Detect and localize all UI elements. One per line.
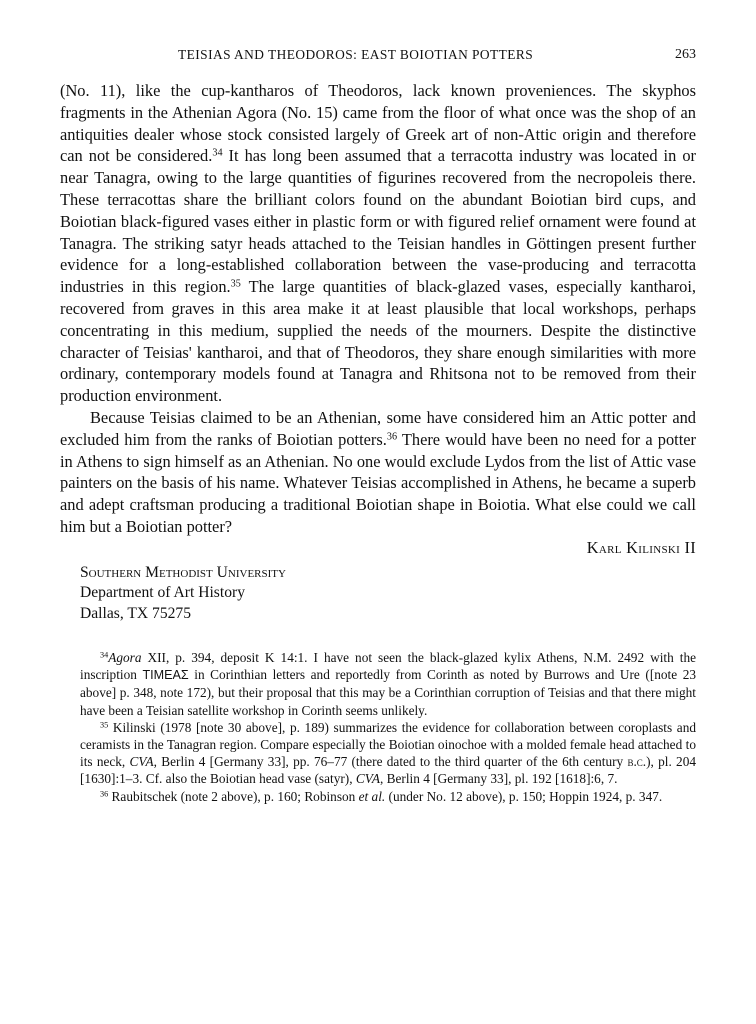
footnote-36-text-2: (under No. 12 above), p. 150; Hoppin 1924, p. 347. — [385, 788, 663, 804]
author-name: Karl Kilinski II — [586, 538, 696, 557]
footnote-34-text-2: in Corinthian letters and reportedly from Corinth as noted by Burrows and Ure ([note 23 above] p. 348, note 172), but their proposal that this may be a Corinthian corruption of Teisias and that there might have been a Teisian satellite workshop in Corinth seems unlikely. — [80, 667, 696, 718]
footnote-34-greek-inscription: ΤΙΜΕΑΣ — [142, 668, 189, 683]
paragraph-1 — [60, 80, 696, 407]
footnote-35-number: 35 — [100, 720, 109, 730]
footnote-36-number: 36 — [100, 789, 109, 799]
footnote-34-text-1: XII, p. 394, deposit K 14:1. I have not seen the black-glazed kylix Athens, N.M. 2492 with the inscription — [80, 650, 696, 683]
footnote-ref-36: 36 — [386, 431, 398, 443]
paragraph-2-text-1: Because Teisias claimed to be an Athenian, some have considered him an Attic potter and excluded him from the ranks of Boiotian potters. — [60, 407, 696, 449]
footnote-36 — [80, 788, 696, 805]
footnote-34-number: 34 — [100, 650, 109, 660]
footnote-35-text-4: , Berlin 4 [Germany 33], pl. 192 [1618]:6, 7. — [380, 771, 618, 787]
body-text — [60, 80, 696, 538]
footnotes — [80, 649, 696, 805]
footnote-36-text-1: Raubitschek (note 2 above), p. 160; Robinson — [108, 788, 359, 804]
paragraph-2 — [60, 407, 696, 538]
footnote-ref-35: 35 — [230, 278, 241, 290]
paragraph-1-text-1: (No. 11), like the cup-kantharos of Theodoros, lack known proveniences. The skyphos fragments in the Athenian Agora (No. 15) came from the floor of what once was the shop of an antiquities dealer whose stock consisted largely of Greek art of non-Attic origin and therefore can not be considered. — [60, 81, 696, 166]
paragraph-1-text-3: The large quantities of black-glazed vases, especially kantharoi, recovered from graves in this area make it at least plausible that local workshops, perhaps concentrating in this medium, supplied the needs of the mourners. Despite the distinctive character of Teisias' kantharoi, and that of Theodoros, they share enough similarities with more ordinary, contemporary models found at Tanagra and Rhitsona not to be removed from their production environment. — [60, 277, 696, 406]
footnote-35-text-2: , Berlin 4 [Germany 33], pp. 76–77 (there dated to the third quarter of the 6th century — [153, 754, 628, 770]
footnote-35-bc: b.c. — [627, 754, 647, 770]
running-head-title: TEISIAS AND THEODOROS: EAST BOIOTIAN POTTERS — [178, 47, 534, 62]
footnote-34 — [80, 649, 696, 719]
affiliation-university: Southern Methodist University — [80, 564, 286, 581]
footnote-34-italic: Agora — [108, 650, 142, 665]
paragraph-2-text-2: There would have been no need for a potter in Athens to sign himself as an Athenian. No one would exclude Lydos from the list of Attic vase painters on the basis of his name. Whatever Teisias accomplished in Athens, he became a superb and adept craftsman producing a traditional Boiotian shape in Boiotia. What else could we call him but a Boiotian potter? — [60, 429, 697, 536]
author-affiliation — [80, 563, 286, 624]
footnote-35-text-3: ), pl. 204 [1630]:1–3. Cf. also the Boiotian head vase (satyr), — [80, 754, 696, 787]
running-header — [60, 47, 696, 69]
affiliation-department: Department of Art History — [80, 584, 245, 602]
footnote-35-text-1: Kilinski (1978 [note 30 above], p. 189) summarizes the evidence for collaboration between coroplasts and ceramists in the Tanagran region. Compare especially the Boiotian oinochoe with a molded female head attached to its neck, — [80, 719, 696, 770]
footnote-36-et-al: et al. — [358, 788, 386, 804]
footnote-35-cva-2: CVA — [355, 771, 380, 787]
footnote-35 — [80, 719, 696, 788]
footnote-ref-34: 34 — [212, 147, 223, 159]
footnote-35-cva-1: CVA — [129, 754, 154, 770]
affiliation-city: Dallas, TX 75275 — [80, 604, 192, 622]
page-number: 263 — [675, 47, 696, 62]
paragraph-1-text-2: It has long been assumed that a terracotta industry was located in or near Tanagra, owing to the large quantities of figurines recovered from the necropoleis there. These terracottas share the brilliant colors found on the abundant Boiotian bird cups, and Boiotian black-figured vases either in plastic form or with figured relief ornament were found at Tanagra. The striking satyr heads attached to the Teisian handles in Göttingen present further evidence for a long-established collaboration between the vase-producing and terracotta industries in this region. — [60, 146, 696, 297]
